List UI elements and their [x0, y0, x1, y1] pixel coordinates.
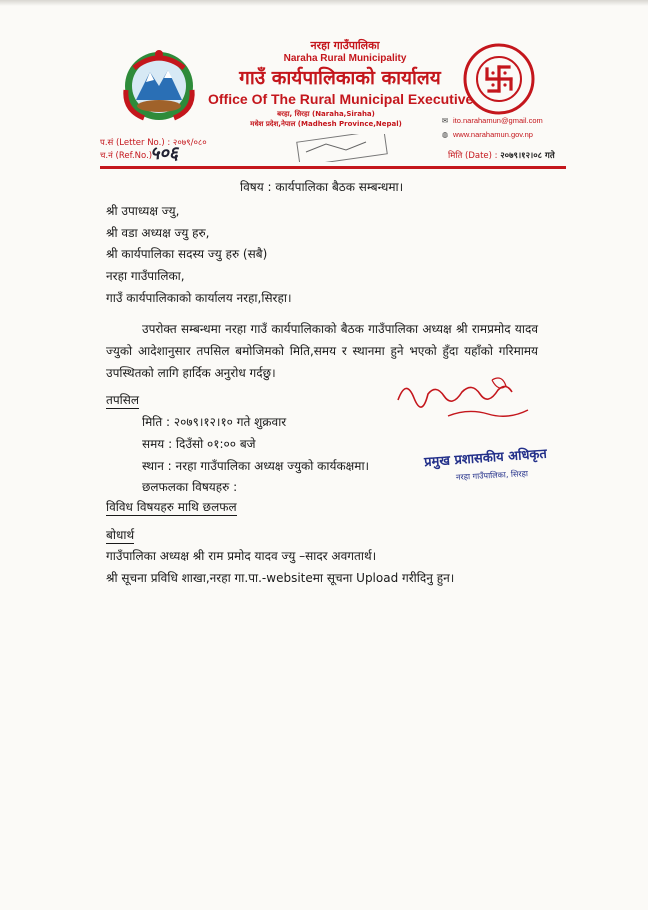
- globe-icon: ◍: [441, 130, 449, 139]
- letter-no: प.सं (Letter No.) : २०७९/०८०: [100, 138, 207, 148]
- addressee-5: गाउँ कार्यपालिकाको कार्यालय नरहा,सिरहा।: [106, 291, 292, 305]
- date-value: २०७९।१२।०८ गते: [500, 151, 555, 161]
- nepal-emblem-icon: [120, 46, 198, 124]
- scan-edge: [0, 0, 648, 6]
- website-text: www.narahamun.gov.np: [453, 130, 533, 139]
- subject-line: विषय : कार्यपालिका बैठक सम्बन्धमा।: [240, 180, 404, 194]
- dispatch-stamp-icon: [296, 134, 388, 162]
- ref-no-handwritten: ५०६: [150, 143, 179, 164]
- addressee-4: नरहा गाउँपालिका,: [106, 269, 185, 283]
- address-line-1: बरहा, सिरहा (Naraha,Siraha): [277, 110, 375, 118]
- email-contact: [440, 116, 543, 125]
- municipality-seal-icon: [462, 42, 536, 116]
- cc-heading-text: बोधार्थ: [106, 528, 135, 542]
- email-icon: ✉: [441, 116, 449, 125]
- cc-line-2: श्री सूचना प्रविधि शाखा,नरहा गा.पा.-websiteमा सूचना Upload गरीदिनु हुन।: [106, 571, 455, 585]
- municipality-name-np: नरहा गाउँपालिका: [310, 39, 380, 52]
- agenda-item: [106, 498, 237, 515]
- agenda-label: छलफलका विषयहरु :: [142, 480, 238, 494]
- office-name-en: Office Of The Rural Municipal Executive: [208, 91, 474, 107]
- header-divider: [100, 166, 566, 169]
- cc-heading: [106, 526, 134, 543]
- meeting-date: मिति : २०७९।१२।१० गते शुक्रवार: [142, 415, 287, 429]
- cc-line-1: गाउँपालिका अध्यक्ष श्री राम प्रमोद यादव ज्यु –सादर अवगतार्थ।: [106, 549, 377, 563]
- tapasil-heading-text: तपसिल: [106, 393, 140, 407]
- municipality-name-en: Naraha Rural Municipality: [283, 53, 407, 64]
- body-paragraph: उपरोक्त सम्बन्धमा नरहा गाउँ कार्यपालिकाको बैठक गाउँपालिका अध्यक्ष श्री रामप्रमोद यादव ज्युको आदेशानुसार तपसिल बमोजिमको मिति,समय र स्थानमा हुने भएको हुँदा यहाँको गरिमामय उपस्थितको लागि हार्दिक अनुरोध गर्दछु।: [106, 322, 538, 380]
- address-line-2: मधेश प्रदेश,नेपाल (Madhesh Province,Nepal): [250, 120, 402, 128]
- signature-icon: [388, 370, 568, 430]
- date-field: [448, 150, 555, 161]
- website-contact: [440, 130, 533, 139]
- email-text: ito.narahamun@gmail.com: [453, 116, 543, 125]
- ref-no-label: च.नं (Ref.No.): [100, 151, 153, 161]
- date-label: मिति (Date) :: [448, 151, 498, 161]
- meeting-place: स्थान : नरहा गाउँपालिका अध्यक्ष ज्युको कार्यकक्षमा।: [142, 459, 370, 473]
- tapasil-heading: [106, 391, 139, 408]
- agenda-item-text: विविध विषयहरु माथि छलफल: [106, 500, 237, 514]
- signatory-title: प्रमुख प्रशासकीय अधिकृत: [423, 446, 548, 471]
- addressee-1: श्री उपाध्यक्ष ज्यु,: [106, 204, 180, 218]
- meeting-time: समय : दिउँसो ०१:०० बजे: [142, 437, 256, 451]
- signatory-subtitle: नरहा गाउँपालिका, सिरहा: [455, 469, 529, 482]
- addressee-3: श्री कार्यपालिका सदस्य ज्यु हरु (सबै): [106, 247, 268, 261]
- addressee-2: श्री वडा अध्यक्ष ज्यु हरु,: [106, 226, 210, 240]
- office-name-np: गाउँ कार्यपालिकाको कार्यालय: [239, 67, 441, 89]
